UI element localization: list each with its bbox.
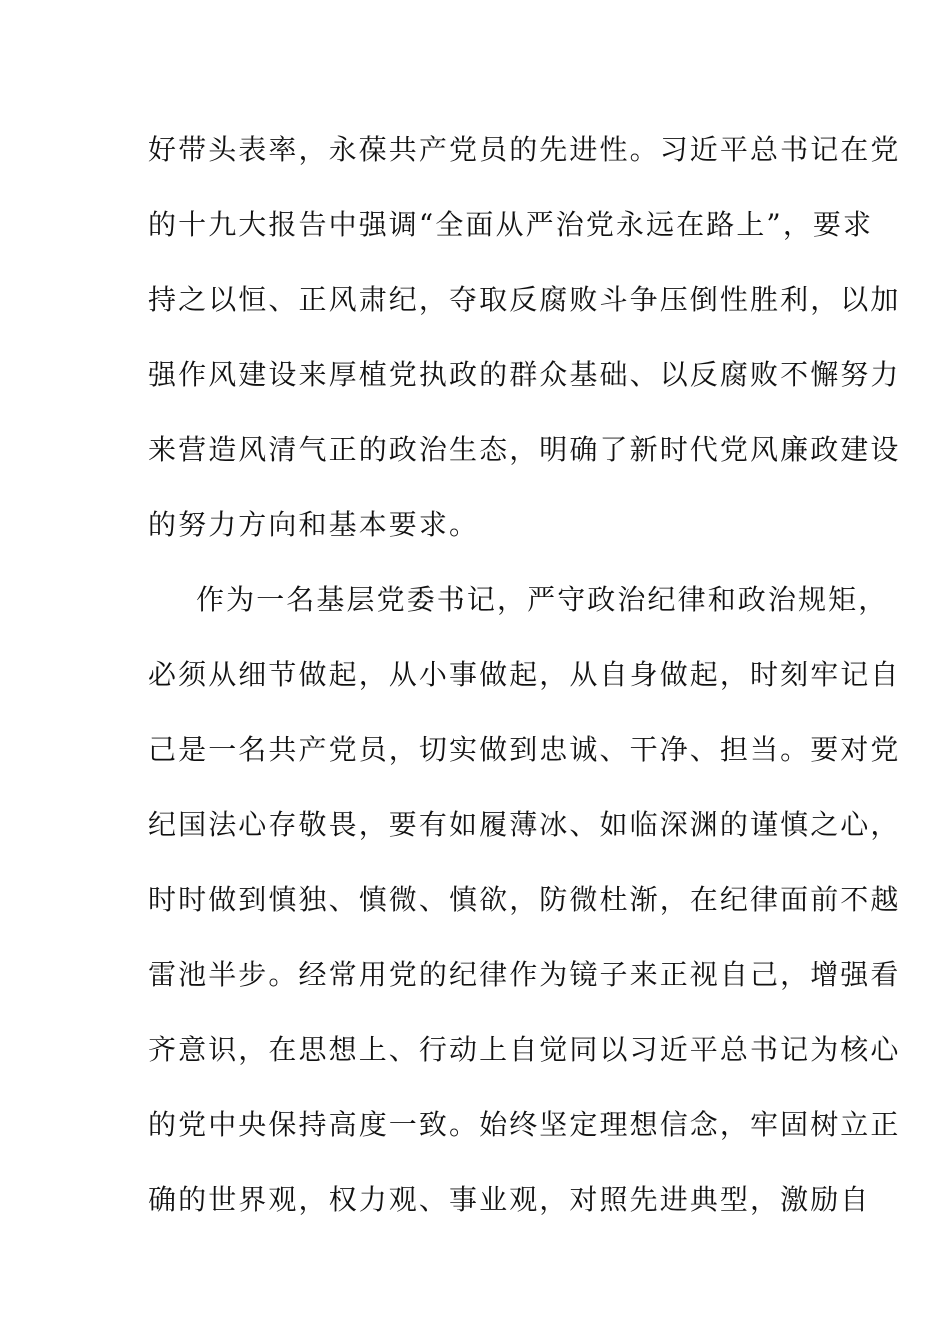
text-line: 时时做到慎独、慎微、慎欲，防微杜渐，在纪律面前不越 (148, 883, 901, 916)
text-line: 纪国法心存敬畏，要有如履薄冰、如临深渊的谨慎之心， (148, 808, 901, 841)
text-line: 必须从细节做起，从小事做起，从自身做起，时刻牢记自 (148, 658, 901, 691)
text-line: 己是一名共产党员，切实做到忠诚、干净、担当。要对党 (148, 733, 901, 766)
text-line: 的十九大报告中强调“全面从严治党永远在路上”，要求 (148, 208, 874, 241)
text-line: 的党中央保持高度一致。始终坚定理想信念，牢固树立正 (148, 1108, 901, 1141)
text-line: 作为一名基层党委书记，严守政治纪律和政治规矩， (196, 583, 889, 616)
text-line: 来营造风清气正的政治生态，明确了新时代党风廉政建设 (148, 433, 901, 466)
text-line: 的努力方向和基本要求。 (148, 508, 480, 541)
text-line: 强作风建设来厚植党执政的群众基础、以反腐败不懈努力 (148, 358, 901, 391)
text-line: 持之以恒、正风肃纪，夺取反腐败斗争压倒性胜利，以加 (148, 283, 901, 316)
text-line: 确的世界观，权力观、事业观，对照先进典型，激励自 (148, 1183, 871, 1216)
text-line: 雷池半步。经常用党的纪律作为镜子来正视自己，增强看 (148, 958, 901, 991)
text-line: 好带头表率，永葆共产党员的先进性。习近平总书记在党 (148, 133, 901, 166)
text-line: 齐意识，在思想上、行动上自觉同以习近平总书记为核心 (148, 1033, 901, 1066)
